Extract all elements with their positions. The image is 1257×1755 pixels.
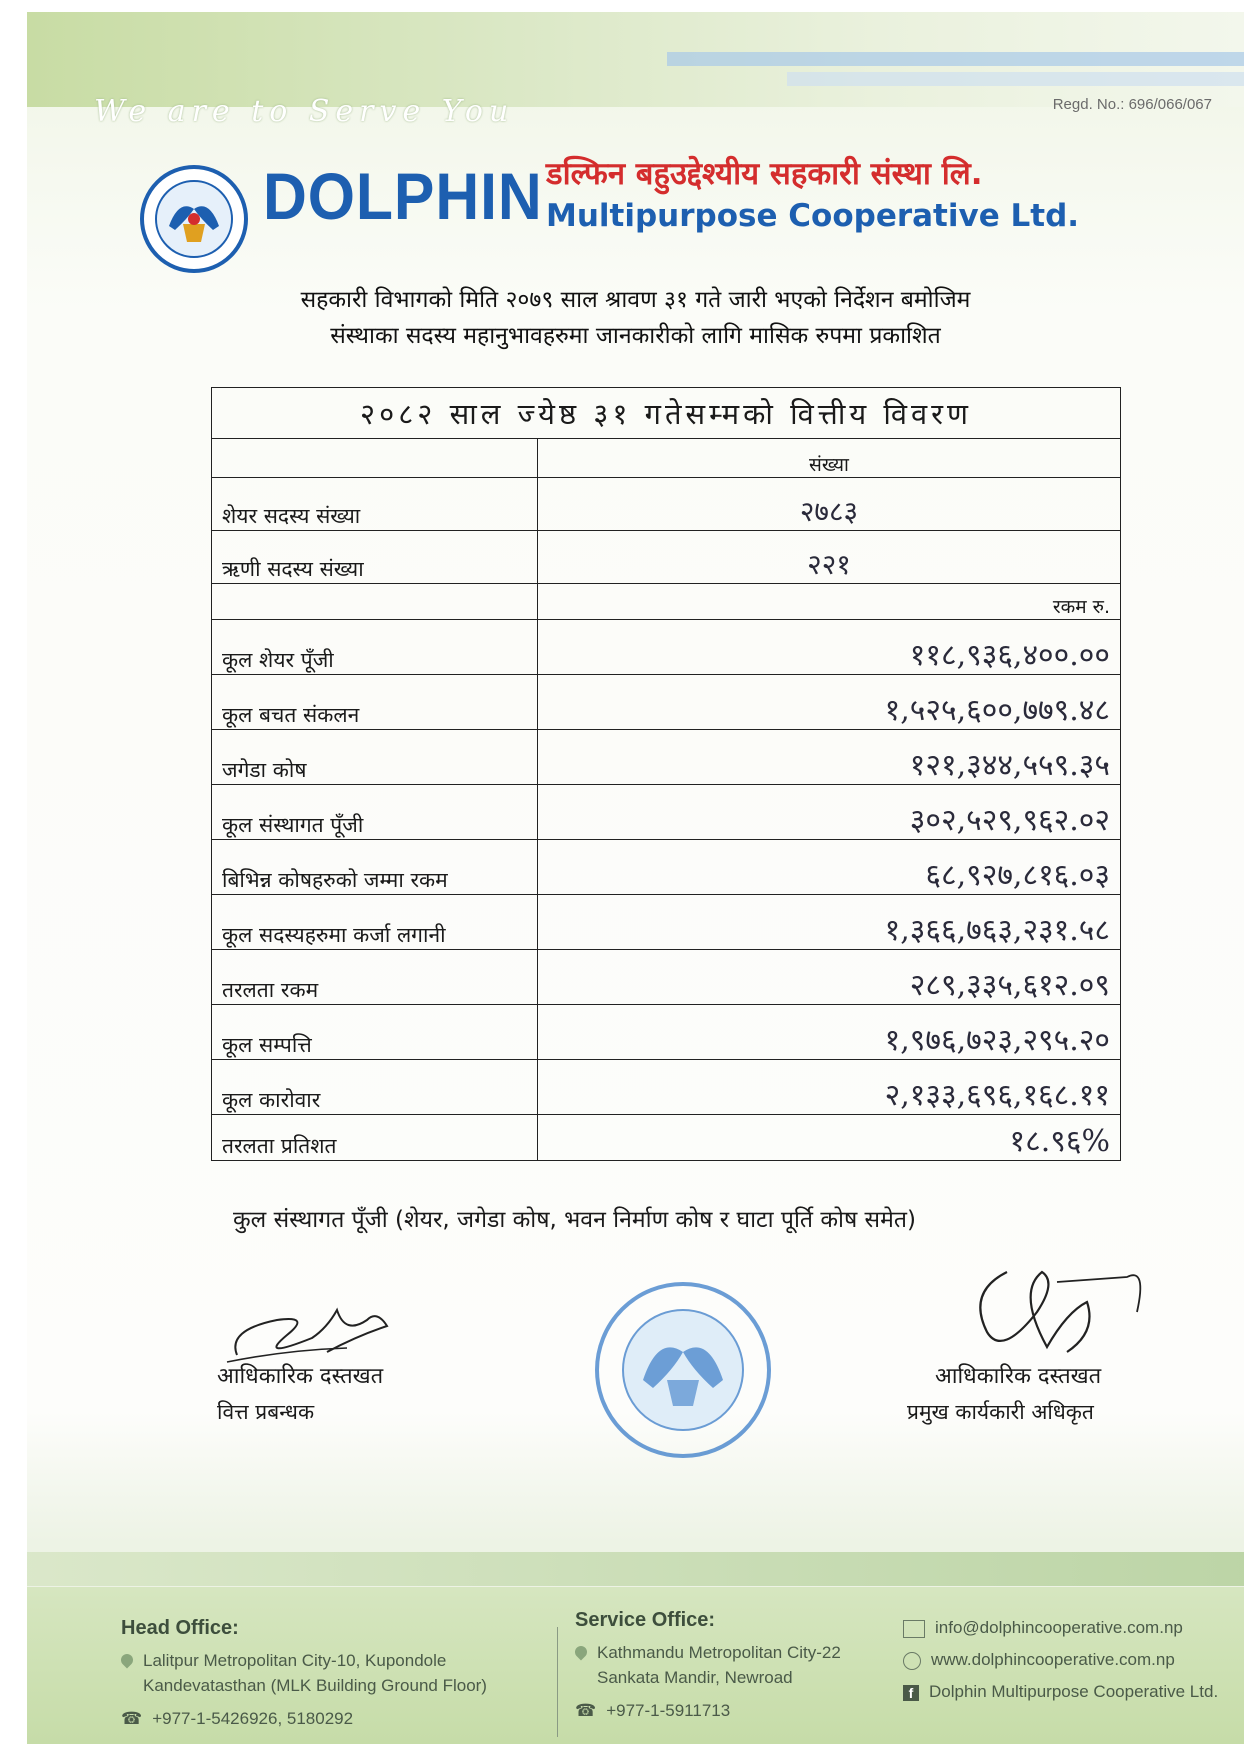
header-blank-cell (212, 439, 538, 478)
header-blank-cell (212, 584, 538, 620)
table-row (212, 950, 1121, 1005)
head-office-title: Head Office: (121, 1617, 239, 1639)
header-stripe (667, 52, 1244, 66)
table-row (212, 895, 1121, 950)
org-name-english: Multipurpose Cooperative Ltd. (546, 198, 1080, 234)
row-label: जगेडा कोष (212, 730, 538, 785)
row-label: कूल कारोवार (212, 1060, 538, 1115)
globe-icon (903, 1652, 921, 1670)
phone-icon: ☎ (575, 1701, 597, 1720)
table-row (212, 1115, 1121, 1161)
head-office-line2: Kandevatasthan (MLK Building Ground Floor) (143, 1676, 487, 1695)
org-name-nepali: डल्फिन बहुउद्देश्यीय सहकारी संस्था लि. (546, 156, 983, 192)
header-stripe (787, 72, 1244, 86)
table-row (212, 785, 1121, 840)
table-row (212, 531, 1121, 584)
contact-block (903, 1612, 1218, 1708)
row-value: १२१,३४४,५५९.३५ (538, 730, 1121, 785)
row-value: २,१३३,६९६,१६८.११ (538, 1060, 1121, 1115)
row-label: बिभिन्न कोषहरुको जम्मा रकम (212, 840, 538, 895)
row-label: कूल सम्पत्ति (212, 1005, 538, 1060)
table-title: २०८२ साल ज्येष्ठ ३१ गतेसम्मको वित्तीय विवरण (212, 388, 1121, 439)
table-row (212, 1060, 1121, 1115)
head-office-line1: Lalitpur Metropolitan City-10, Kupondole (143, 1651, 447, 1670)
row-value: १,३६६,७६३,२३१.५८ (538, 895, 1121, 950)
service-office-title: Service Office: (575, 1609, 716, 1631)
table-row (212, 675, 1121, 730)
row-value: २७८३ (538, 478, 1121, 531)
row-value: १,९७६,७२३,२९५.२० (538, 1005, 1121, 1060)
email-icon (903, 1620, 925, 1638)
table-row (212, 620, 1121, 675)
brand-name: DOLPHIN (263, 159, 543, 233)
right-signature-label: आधिकारिक दस्तखत (935, 1364, 1102, 1389)
footer-stripe (27, 1552, 1244, 1586)
table-row (212, 1005, 1121, 1060)
location-pin-icon (119, 1652, 136, 1669)
phone-icon: ☎ (121, 1709, 143, 1728)
contact-facebook[interactable]: Dolphin Multipurpose Cooperative Ltd. (929, 1682, 1219, 1701)
row-label: ऋणी सदस्य संख्या (212, 531, 538, 584)
row-label: कूल संस्थागत पूँजी (212, 785, 538, 840)
cooperative-logo-icon (139, 164, 249, 274)
service-office-block (575, 1609, 841, 1723)
row-value: १,५२५,६००,७७९.४८ (538, 675, 1121, 730)
service-office-phone: +977-1-5911713 (606, 1701, 731, 1720)
count-header: संख्या (538, 439, 1121, 478)
contact-email[interactable]: info@dolphincooperative.com.np (935, 1618, 1183, 1637)
facebook-icon: f (903, 1685, 919, 1701)
contact-website[interactable]: www.dolphincooperative.com.np (931, 1650, 1175, 1669)
signature-left-icon (217, 1290, 437, 1370)
row-value: ११८,९३६,४००.०० (538, 620, 1121, 675)
head-office-phone: +977-1-5426926, 5180292 (152, 1709, 354, 1728)
left-signature-role: वित्त प्रबन्धक (217, 1400, 315, 1424)
row-label: कूल बचत संकलन (212, 675, 538, 730)
table-row (212, 730, 1121, 785)
row-label: तरलता प्रतिशत (212, 1115, 538, 1161)
row-value: ६८,९२७,८१६.०३ (538, 840, 1121, 895)
intro-line-1: सहकारी विभागको मिति २०७९ साल श्रावण ३१ गते जारी भएको निर्देशन बमोजिम (300, 287, 971, 313)
row-label: तरलता रकम (212, 950, 538, 1005)
right-signature-role: प्रमुख कार्यकारी अधिकृत (907, 1400, 1094, 1424)
row-label: कूल सदस्यहरुमा कर्जा लगानी (212, 895, 538, 950)
service-office-line2: Sankata Mandir, Newroad (597, 1668, 793, 1687)
row-value: १८.९६% (538, 1115, 1121, 1161)
intro-line-2: संस्थाका सदस्य महानुभावहरुमा जानकारीको लागि मासिक रुपमा प्रकाशित (330, 323, 941, 349)
official-seal-icon (593, 1280, 773, 1460)
service-office-line1: Kathmandu Metropolitan City-22 (597, 1643, 841, 1662)
row-value: ३०२,५२९,९६२.०२ (538, 785, 1121, 840)
row-value: २२१ (538, 531, 1121, 584)
row-label: शेयर सदस्य संख्या (212, 478, 538, 531)
financial-statement-table (211, 387, 1121, 1161)
left-signature-label: आधिकारिक दस्तखत (217, 1364, 384, 1389)
amount-header: रकम रु. (538, 584, 1121, 620)
signature-right-icon (947, 1252, 1177, 1372)
tagline: We are to Serve You (94, 94, 515, 129)
capital-note: कुल संस्थागत पूँजी (शेयर, जगेडा कोष, भवन निर्माण कोष र घाटा पूर्ति कोष समेत) (233, 1207, 916, 1233)
row-value: २८९,३३५,६१२.०९ (538, 950, 1121, 1005)
letterhead-page (27, 12, 1244, 1744)
table-row (212, 840, 1121, 895)
registration-number: Regd. No.: 696/066/067 (1052, 96, 1212, 113)
location-pin-icon (573, 1644, 590, 1661)
head-office-block (121, 1617, 487, 1731)
table-row (212, 478, 1121, 531)
footer-divider (557, 1627, 558, 1737)
row-label: कूल शेयर पूँजी (212, 620, 538, 675)
